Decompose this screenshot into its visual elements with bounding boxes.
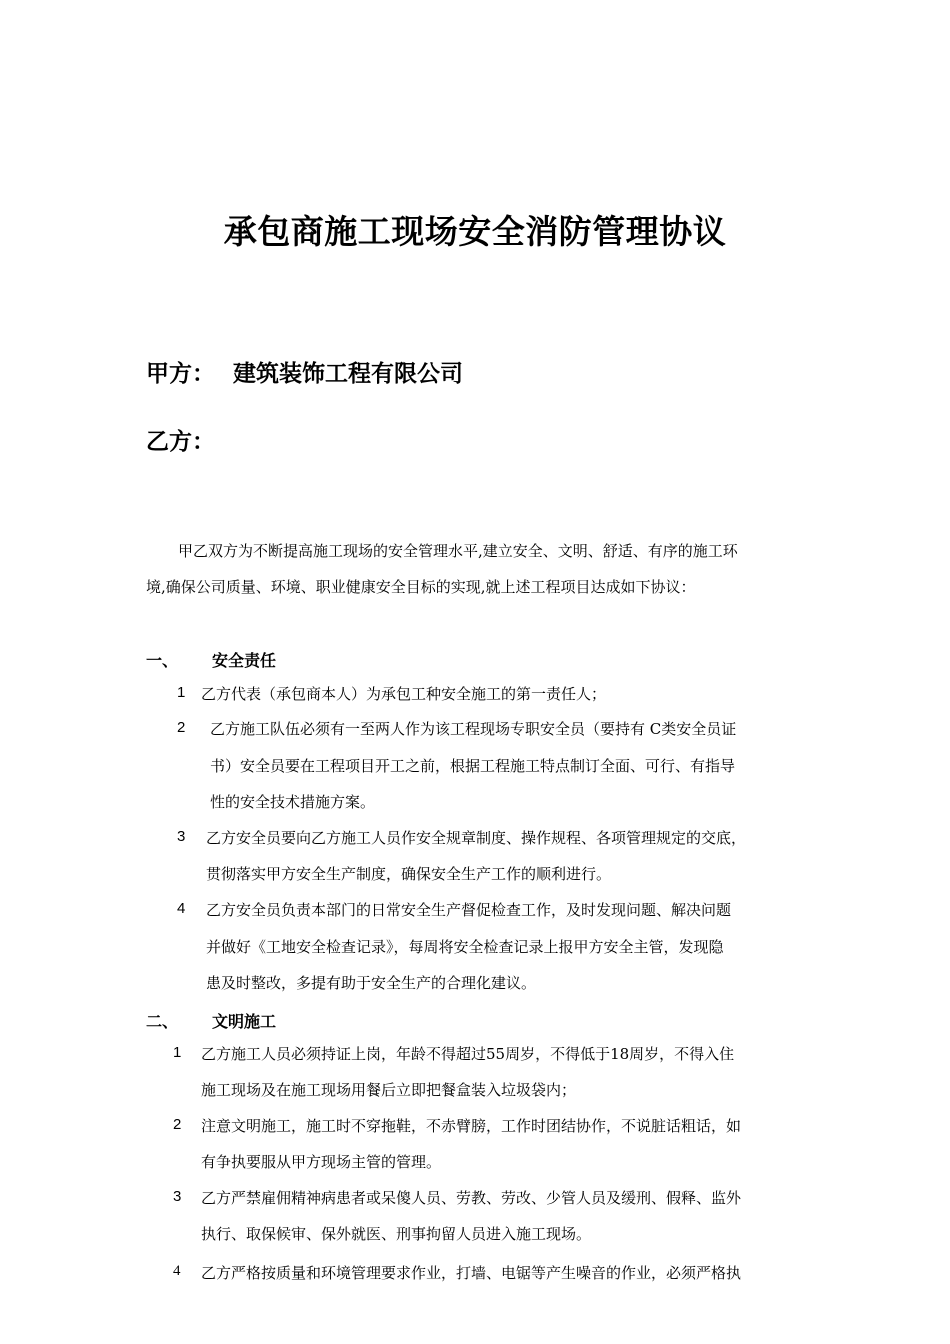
s2-item-3-line-1: 乙方严禁雇佣精神病患者或呆傻人员、劳教、劳改、少管人员及缓刑、假释、监外 xyxy=(201,1189,742,1207)
section-2-title: 文明施工 xyxy=(212,1012,277,1031)
s1-item-4-line-1: 乙方安全员负责本部门的日常安全生产督促检查工作，及时发现问题、解决问题 xyxy=(206,901,732,919)
s1-item-4-line-3: 患及时整改，多提有助于安全生产的合理化建议。 xyxy=(206,974,537,992)
s1-item-3-number: 3 xyxy=(177,828,186,845)
s2-item-2-number: 2 xyxy=(173,1116,182,1133)
section-1-title: 安全责任 xyxy=(212,651,277,670)
s2-item-1-line-1: 乙方施工人员必须持证上岗，年龄不得超过55周岁，不得低于18周岁，不得入住 xyxy=(201,1045,735,1063)
s1-item-2-number: 2 xyxy=(177,719,186,736)
intro-line-1: 甲乙双方为不断提高施工现场的安全管理水平,建立安全、文明、舒适、有序的施工环 xyxy=(178,542,738,560)
intro-line-2: 境,确保公司质量、环境、职业健康安全目标的实现,就上述工程项目达成如下协议： xyxy=(146,578,696,596)
s1-item-3-line-2: 贯彻落实甲方安全生产制度，确保安全生产工作的顺利进行。 xyxy=(206,865,612,883)
s1-item-1-line-1: 乙方代表（承包商本人）为承包工种安全施工的第一责任人； xyxy=(201,685,607,703)
s1-item-3-line-1: 乙方安全员要向乙方施工人员作安全规章制度、操作规程、各项管理规定的交底， xyxy=(206,829,747,847)
s2-item-2-line-1: 注意文明施工，施工时不穿拖鞋，不赤臂膀，工作时团结协作，不说脏话粗话，如 xyxy=(201,1117,742,1135)
s1-item-1-number: 1 xyxy=(177,684,186,701)
party-b-label: 乙方： xyxy=(146,429,215,455)
s1-item-2-line-2: 书）安全员要在工程项目开工之前，根据工程施工特点制订全面、可行、有指导 xyxy=(210,757,736,775)
party-a-name: 建筑装饰工程有限公司 xyxy=(233,361,463,387)
section-1-number: 一、 xyxy=(146,651,179,670)
section-2-number: 二、 xyxy=(146,1012,179,1031)
s2-item-1-number: 1 xyxy=(173,1044,182,1061)
s2-item-3-number: 3 xyxy=(173,1188,182,1205)
party-a-label: 甲方： xyxy=(146,361,215,387)
s1-item-2-line-3: 性的安全技术措施方案。 xyxy=(210,793,376,811)
s2-item-4-number: 4 xyxy=(173,1263,181,1279)
s2-item-4-line-1: 乙方严格按质量和环境管理要求作业，打墙、电锯等产生噪音的作业，必须严格执 xyxy=(201,1264,742,1282)
document-title: 承包商施工现场安全消防管理协议 xyxy=(223,212,727,251)
s1-item-4-line-2: 并做好《工地安全检查记录》，每周将安全检查记录上报甲方安全主管，发现隐 xyxy=(206,938,724,956)
s2-item-1-line-2: 施工现场及在施工现场用餐后立即把餐盒装入垃圾袋内； xyxy=(201,1081,577,1099)
s2-item-2-line-2: 有争执要服从甲方现场主管的管理。 xyxy=(201,1153,442,1171)
s2-item-3-line-2: 执行、取保候审、保外就医、刑事拘留人员进入施工现场。 xyxy=(201,1225,592,1243)
s1-item-4-number: 4 xyxy=(177,900,186,917)
s1-item-2-line-1: 乙方施工队伍必须有一至两人作为该工程现场专职安全员（要持有 C类安全员证 xyxy=(210,720,737,738)
